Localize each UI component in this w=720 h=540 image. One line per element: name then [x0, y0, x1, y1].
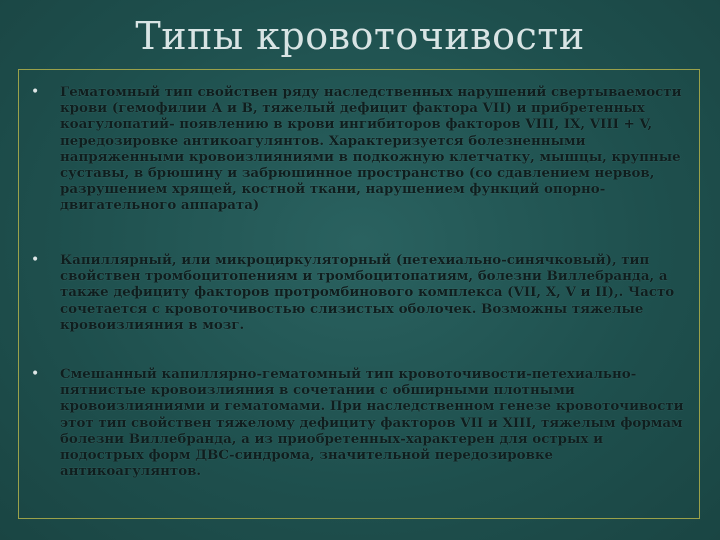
bullet-icon: • [31, 252, 40, 268]
bullet-text: Гематомный тип свойствен ряду наследственных нарушений свертываемости крови (гемофилии А и В, тяжелый дефицит фактора VII) и прибретенных коагулопатий- появлению в крови ингибиторов факторов VIII, IX, VIII + V, передозировке антикоагулянтов. Характеризуется болезненными напряженными кровоизлияниями в подкожную клетчатку, мышцы, крупные суставы, в брюшину и забрюшинное пространство (со сдавлением нервов, разрушением хрящей, костной ткани, нарушением функций опорно-двигательного аппарата) [60, 84, 682, 214]
content-panel [18, 69, 700, 519]
bullet-icon: • [31, 366, 40, 382]
bullet-icon: • [31, 84, 40, 100]
bullet-text: Капиллярный, или микроциркуляторный (петехиально-синячковый), тип свойствен тромбоцитопениям и тромбоцитопатиям, болезни Виллебранда, а также дефициту факторов протромбинового комплекса (VII, X, V и II),. Часто сочетается с кровоточивостью слизистых оболочек. Возможны тяжелые кровоизлияния в мозг. [60, 252, 675, 333]
slide-title: Типы кровоточивости [135, 14, 585, 58]
bullet-text: Смешанный капиллярно-гематомный тип кровоточивости-петехиально-пятнистые кровоизлияния в сочетании с обширными плотными кровоизлияниями и гематомами. При наследственном генезе кровоточивости этот тип свойствен тяжелому дефициту факторов VII и XIII, тяжелым формам болезни Виллебранда, а из приобретенных-характерен для острых и подострых форм ДВС-синдрома, значительной передозировке антикоагулянтов. [60, 366, 684, 480]
